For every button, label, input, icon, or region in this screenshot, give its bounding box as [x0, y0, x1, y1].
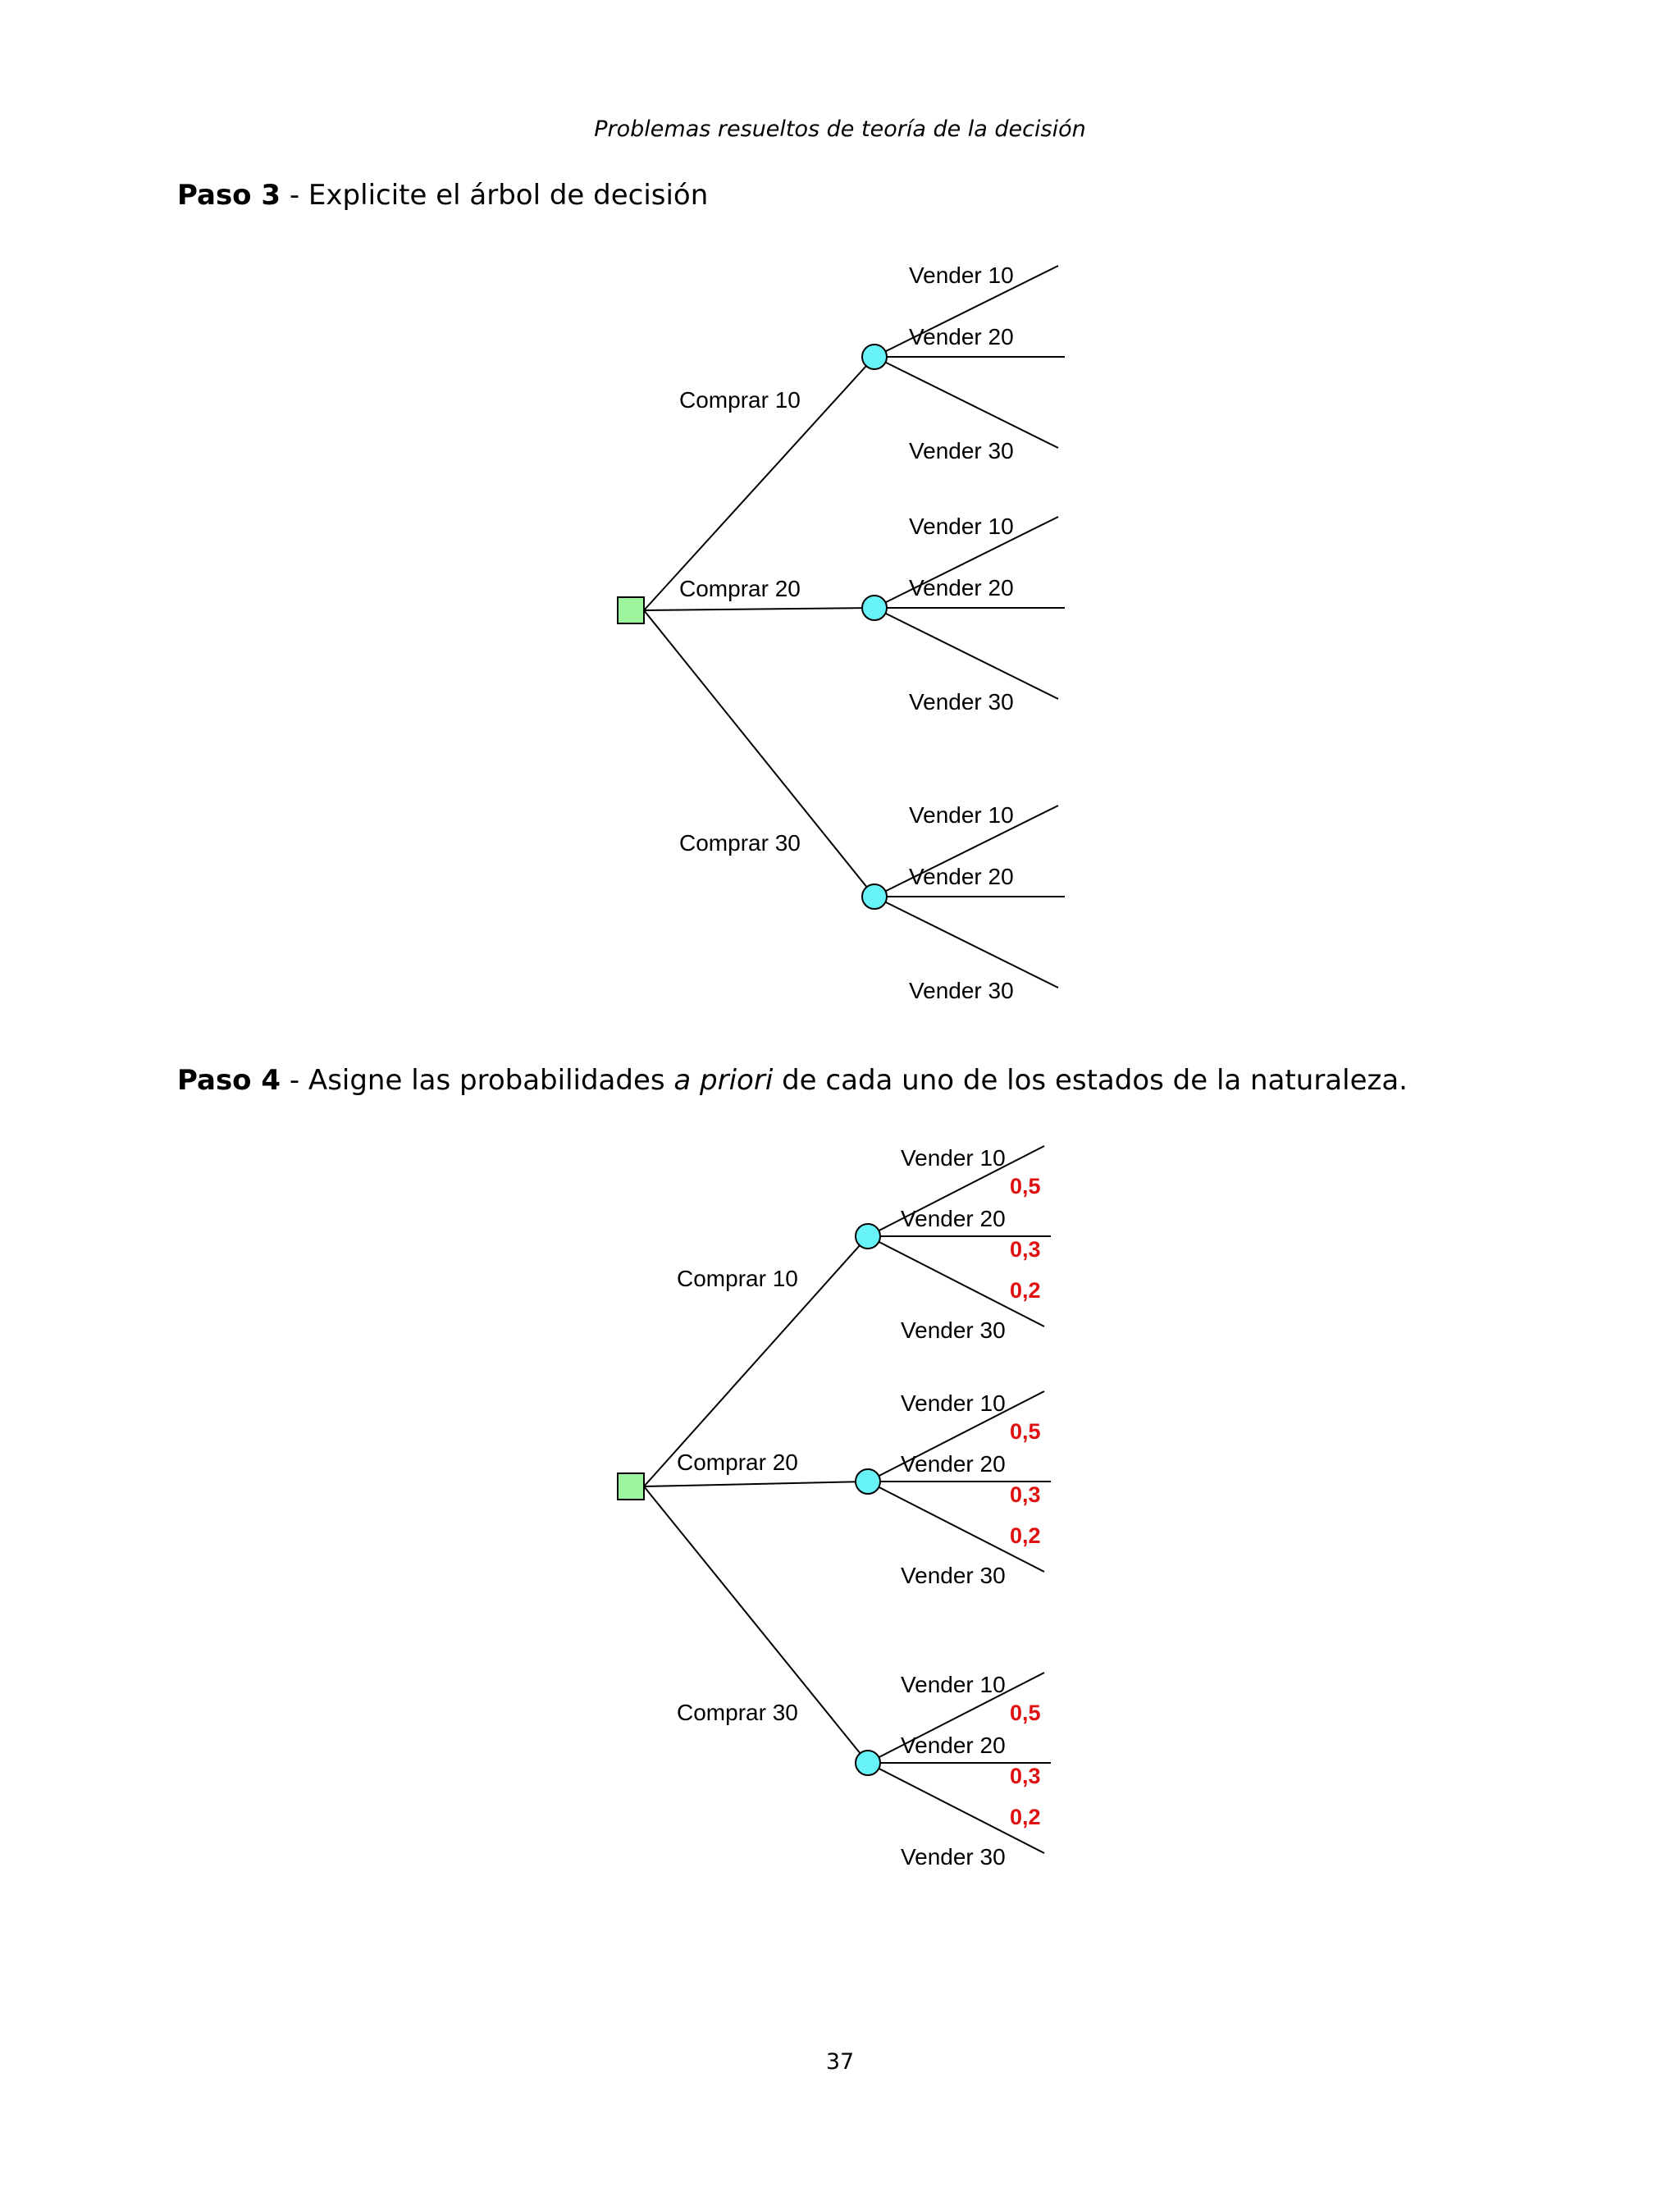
tree2-probability-2-1: 0,5	[1010, 1419, 1041, 1444]
tree1-outcome-label-3-1: Vender 10	[909, 802, 1014, 828]
tree2-outcome-label-2-3: Vender 30	[901, 1563, 1006, 1588]
tree2-probability-1-1: 0,5	[1010, 1174, 1041, 1199]
step4-text-italic: a priori	[673, 1064, 774, 1097]
tree2-decision-label-1: Comprar 10	[677, 1266, 798, 1291]
step3-text: - Explicite el árbol de decisión	[281, 179, 709, 212]
tree2-chance-node-2	[856, 1469, 880, 1494]
tree2-decision-label-2: Comprar 20	[677, 1450, 798, 1475]
tree1-outcome-label-1-1: Vender 10	[909, 263, 1014, 288]
tree1-decision-label-2: Comprar 20	[679, 576, 801, 601]
tree2-outcome-label-2-2: Vender 20	[901, 1451, 1006, 1477]
tree2-chance-node-1	[856, 1224, 880, 1249]
tree2-outcome-label-2-1: Vender 10	[901, 1390, 1006, 1416]
tree2-outcome-label-3-2: Vender 20	[901, 1733, 1006, 1758]
tree1-decision-label-1: Comprar 10	[679, 387, 801, 413]
step4-text-before: - Asigne las probabilidades	[281, 1064, 674, 1097]
tree2-probability-2-3: 0,2	[1010, 1523, 1041, 1548]
tree1-outcome-label-1-2: Vender 20	[909, 324, 1014, 349]
tree1-outcome-label-2-2: Vender 20	[909, 575, 1014, 600]
tree2-probability-3-2: 0,3	[1010, 1764, 1041, 1788]
tree2-probability-1-3: 0,2	[1010, 1278, 1041, 1303]
page-number: 37	[825, 2049, 855, 2075]
tree1-outcome-label-2-1: Vender 10	[909, 514, 1014, 539]
tree1-outcome-label-1-3: Vender 30	[909, 438, 1014, 463]
running-header: Problemas resueltos de teoría de la decisión	[594, 116, 1086, 142]
step3-label: Paso 3	[177, 179, 281, 212]
tree2-decision-node	[618, 1473, 644, 1500]
tree2-probability-2-2: 0,3	[1010, 1482, 1041, 1507]
tree2-decision-label-3: Comprar 30	[677, 1700, 798, 1725]
tree1-outcome-label-3-2: Vender 20	[909, 864, 1014, 889]
tree1-decision-label-3: Comprar 30	[679, 830, 801, 856]
tree2-outcome-label-1-2: Vender 20	[901, 1206, 1006, 1231]
tree2-outcome-label-1-3: Vender 30	[901, 1317, 1006, 1343]
tree2-probability-3-1: 0,5	[1010, 1701, 1041, 1725]
step4-label: Paso 4	[177, 1064, 281, 1097]
tree2-outcome-label-1-1: Vender 10	[901, 1145, 1006, 1171]
tree1-outcome-label-3-3: Vender 30	[909, 978, 1014, 1003]
tree2-outcome-label-3-3: Vender 30	[901, 1844, 1006, 1870]
tree2-chance-node-3	[856, 1751, 880, 1775]
tree2-probability-1-2: 0,3	[1010, 1237, 1041, 1262]
tree2-outcome-label-3-1: Vender 10	[901, 1672, 1006, 1697]
tree2-branch-2	[644, 1482, 868, 1486]
tree1-outcome-label-2-3: Vender 30	[909, 689, 1014, 715]
step4-text-after: de cada uno de los estados de la naturaleza.	[773, 1064, 1408, 1097]
tree2-probability-3-3: 0,2	[1010, 1805, 1041, 1829]
